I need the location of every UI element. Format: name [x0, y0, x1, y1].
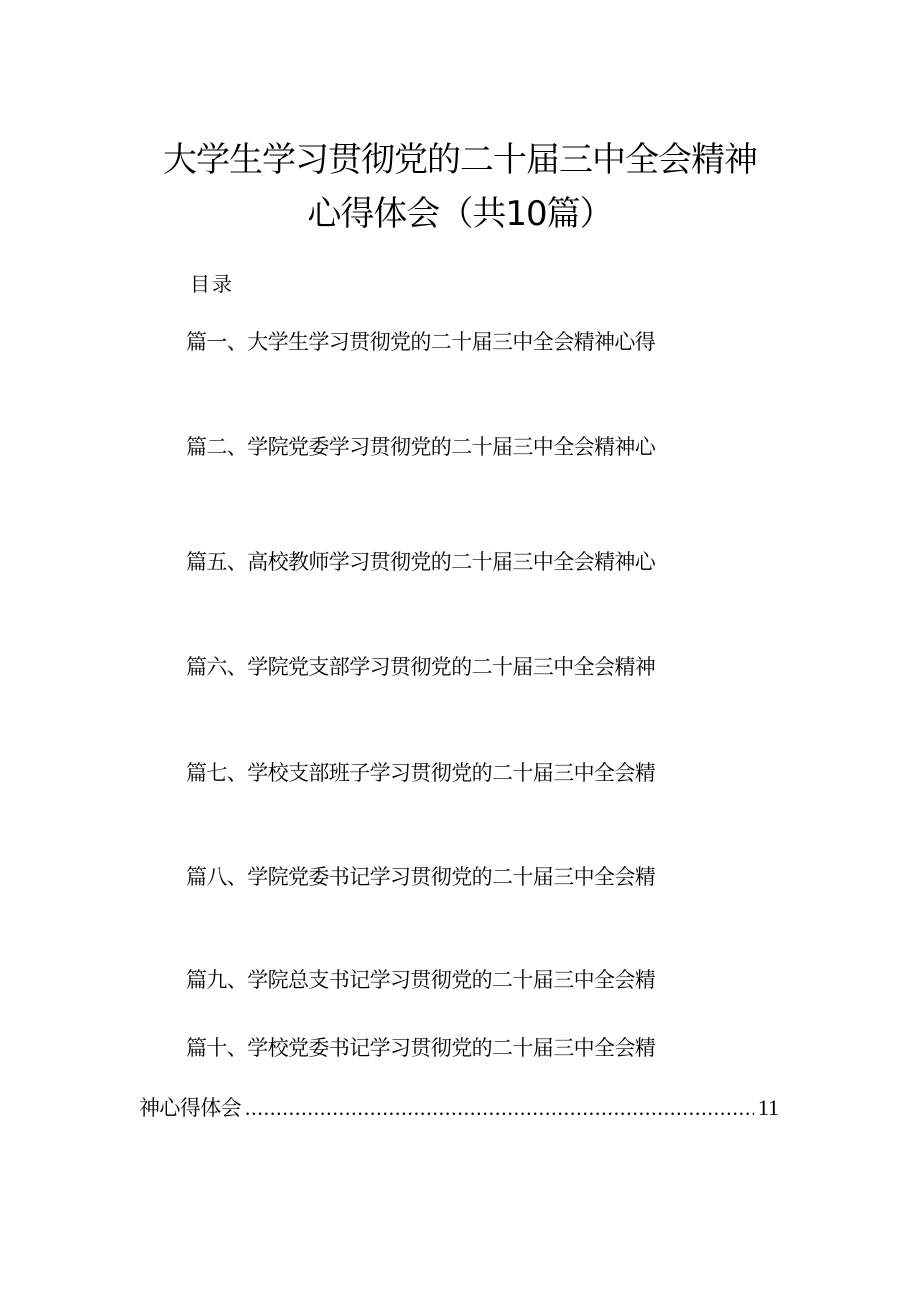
toc-entry-10-continuation[interactable]	[139, 1092, 779, 1122]
toc-entry-10[interactable]: 篇十、学校党委书记学习贯彻党的二十届三中全会精	[186, 1036, 656, 1060]
toc-entry-5[interactable]: 篇五、高校教师学习贯彻党的二十届三中全会精神心	[186, 550, 656, 574]
toc-page-number: 11	[757, 1095, 779, 1120]
toc-heading: 目录	[190, 272, 234, 296]
toc-entry-9[interactable]: 篇九、学院总支书记学习贯彻党的二十届三中全会精	[186, 968, 656, 992]
document-title-line-2: 心得体会（共10篇）	[307, 194, 613, 234]
toc-entry-6[interactable]: 篇六、学院党支部学习贯彻党的二十届三中全会精神	[186, 655, 656, 679]
toc-entry-8[interactable]: 篇八、学院党委书记学习贯彻党的二十届三中全会精	[186, 865, 656, 889]
toc-entry-1[interactable]: 篇一、大学生学习贯彻党的二十届三中全会精神心得	[186, 330, 656, 354]
toc-dot-leader	[245, 1096, 754, 1121]
document-title-line-1: 大学生学习贯彻党的二十届三中全会精神	[163, 140, 757, 180]
toc-entry-7[interactable]: 篇七、学校支部班子学习贯彻党的二十届三中全会精	[186, 761, 656, 785]
toc-entry-2[interactable]: 篇二、学院党委学习贯彻党的二十届三中全会精神心	[186, 435, 656, 459]
toc-entry-10-continuation-text: 神心得体会	[139, 1096, 241, 1120]
